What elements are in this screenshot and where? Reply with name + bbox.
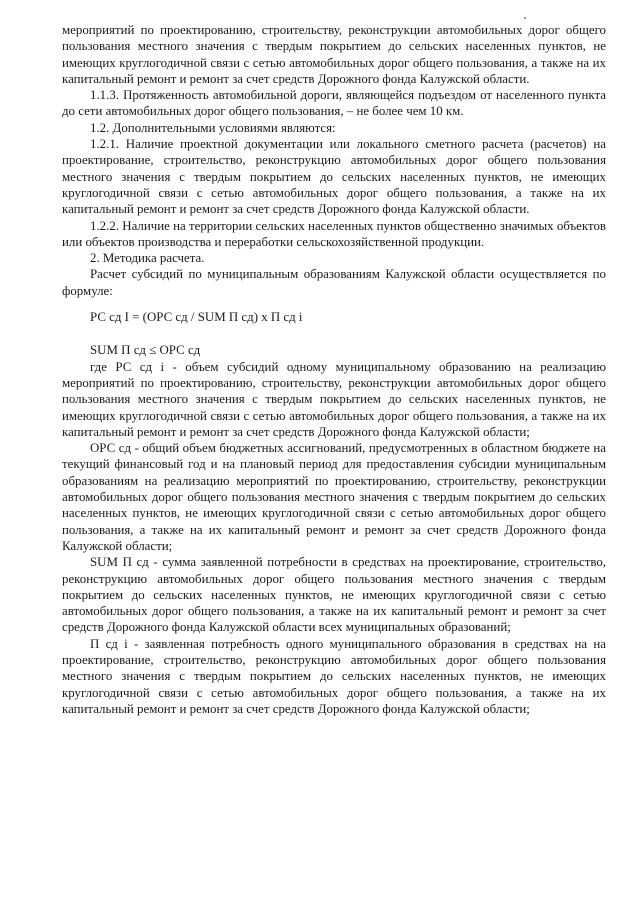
formula-main: РС сд I = (ОРС сд / SUM П сд) х П сд i [90, 310, 303, 325]
definition-p-i: П сд i - заявленная потребность одного муниципального образования в средствах на на проектирование, строительство, реконструкцию автомобильных дорог общего пользования местного значения с твердым покрытием до сельских населенных пунктов, не имеющих круглогодичной связи с сетью автомобильных дорог общего пользования, а также на их капитальный ремонт и ремонт за счет средств Дорожного фонда Калужской области; [62, 636, 606, 716]
paragraph-1-2: 1.2. Дополнительными условиями являются: [90, 120, 336, 135]
section-2-heading: 2. Методика расчета. [90, 251, 205, 266]
paragraph-calculation-intro: Расчет субсидий по муниципальным образованиям Калужской области осуществляется по формуле: [62, 267, 606, 298]
paragraph-1-2-1: 1.2.1. Наличие проектной документации или локального сметного расчета (расчетов) на проектирование, строительство, реконструкцию автомобильных дорог общего пользования местного значения с твердым покрытием до сельских населенных пунктов, не имеющих круглогодичной связи с сетью автомобильных дорог общего пользования, а также на их капитальный ремонт и ремонт за счет средств Дорожного фонда Калужской области. [62, 137, 606, 217]
definition-rs: где РС сд i - объем субсидий одному муниципальному образованию на реализацию мероприятий по проектированию, строительству, реконструкции автомобильных дорог общего пользования местного значения с твердым покрытием до сельских населенных пунктов, не имеющих круглогодичной связи с сетью автомобильных дорог общего пользования, а также на их капитальный ремонт и ремонт за счет средств Дорожного фонда Калужской области; [62, 359, 606, 439]
definition-sum-p: SUM П сд - сумма заявленной потребности в средствах на проектирование, строительство, реконструкцию автомобильных дорог общего пользования местного значения с твердым покрытием до сельских населенных пунктов, не имеющих круглогодичной связи с сетью автомобильных дорог общего пользования, а также на их капитальный ремонт и ремонт за счет средств Дорожного фонда Калужской области всех муниципальных образований; [62, 555, 606, 635]
paragraph-1-1-3: 1.1.3. Протяженность автомобильной дороги, являющейся подъездом от населенного пункта до сети автомобильных дорог общего пользования, – не более чем 10 км. [62, 88, 606, 119]
paragraph-continuation: мероприятий по проектированию, строительству, реконструкции автомобильных дорог общего пользования местного значения с твердым покрытием до сельских населенных пунктов, не имеющих круглогодичной связи с сетью автомобильных дорог общего пользования, а также на их капитальный ремонт и ремонт за счет средств Дорожного фонда Калужской области. [62, 23, 606, 86]
definition-ors: ОРС сд - общий объем бюджетных ассигнований, предусмотренных в областном бюджете на текущий финансовый год и на плановый период для предоставления субсидии муниципальным образованиям на реализацию мероприятий по проектированию, строительству, реконструкции автомобильных дорог общего пользования местного значения с твердым покрытием до сельских населенных пунктов, не имеющих круглогодичной связи с сетью автомобильных дорог общего пользования, а также на их капитальный ремонт и ремонт за счет средств Дорожного фонда Калужской области; [62, 441, 606, 553]
formula-constraint: SUM П сд ≤ ОРС сд [90, 343, 201, 358]
paragraph-1-2-2: 1.2.2. Наличие на территории сельских населенных пунктов общественно значимых объектов или объектов производства и переработки сельскохозяйственной продукции. [62, 218, 606, 249]
scan-speck [524, 17, 526, 19]
